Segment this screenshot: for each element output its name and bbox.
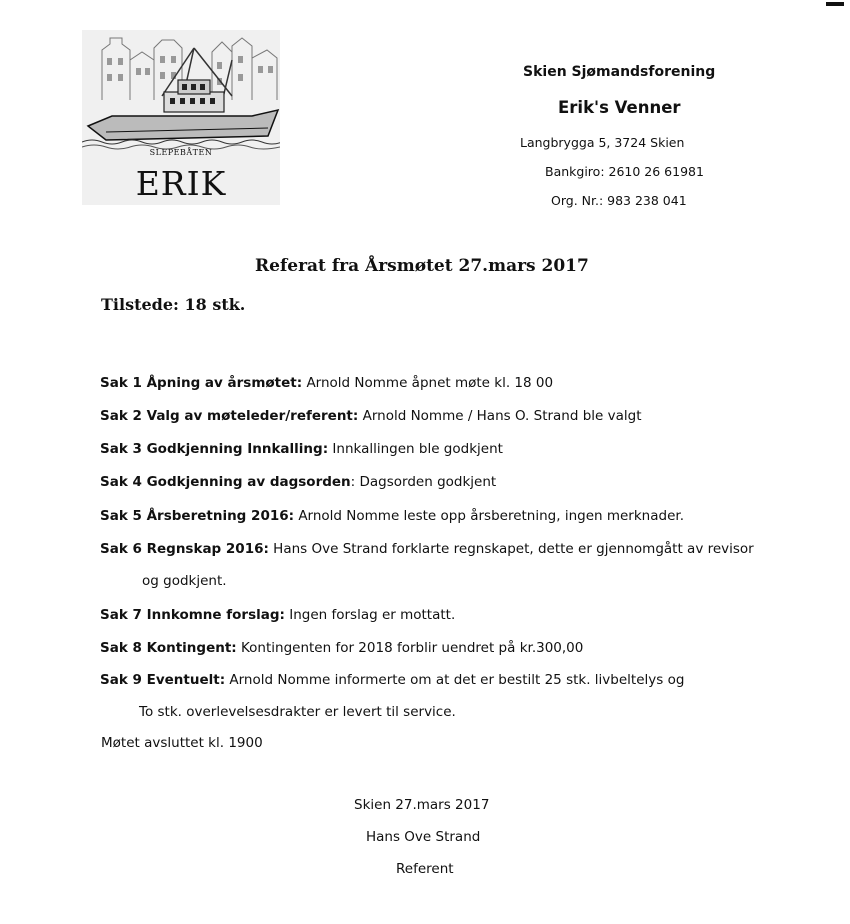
agenda-item bbox=[100, 672, 684, 688]
organization-name: Skien Sjømandsforening bbox=[523, 64, 716, 80]
agenda-item-label: Sak 5 Årsberetning 2016: bbox=[100, 508, 295, 524]
agenda-item-text: Hans Ove Strand forklarte regnskapet, dette er gjennomgått av revisor bbox=[268, 541, 754, 557]
agenda-item bbox=[100, 541, 754, 557]
meeting-closing: Møtet avsluttet kl. 1900 bbox=[101, 735, 263, 751]
agenda-item-label: Sak 9 Eventuelt: bbox=[100, 672, 226, 688]
agenda-item-label: Sak 6 Regnskap 2016: bbox=[100, 541, 269, 557]
agenda-item-text: Dagsorden godkjent bbox=[355, 474, 497, 490]
agenda-item-text: Kontingenten for 2018 forblir uendret på kr.300,00 bbox=[236, 640, 584, 656]
agenda-item-label: Sak 2 Valg av møteleder/referent: bbox=[100, 408, 359, 424]
organization-bank: Bankgiro: 2610 26 61981 bbox=[545, 164, 704, 179]
scan-corner-mark bbox=[826, 2, 844, 6]
organization-address: Langbrygga 5, 3724 Skien bbox=[520, 135, 685, 150]
agenda-item bbox=[100, 375, 553, 391]
agenda-item-label: Sak 4 Godkjenning av dagsorden bbox=[100, 474, 351, 490]
attendance: Tilstede: 18 stk. bbox=[101, 295, 246, 314]
agenda-item-label: Sak 7 Innkomne forslag: bbox=[100, 607, 285, 623]
signature-place-date: Skien 27.mars 2017 bbox=[354, 797, 490, 813]
agenda-item bbox=[100, 441, 503, 457]
agenda-item-text: Arnold Nomme informerte om at det er bestilt 25 stk. livbeltelys og bbox=[225, 672, 685, 688]
agenda-item-text: Ingen forslag er mottatt. bbox=[284, 607, 456, 623]
agenda-item bbox=[100, 474, 496, 490]
agenda-item-text: Arnold Nomme / Hans O. Strand ble valgt bbox=[358, 408, 642, 424]
agenda-item-continuation: og godkjent. bbox=[142, 573, 227, 589]
signature-name: Hans Ove Strand bbox=[366, 829, 481, 845]
signature-role: Referent bbox=[396, 861, 454, 877]
erik-logo bbox=[82, 30, 280, 205]
agenda-item-label: Sak 3 Godkjenning Innkalling: bbox=[100, 441, 329, 457]
agenda-item bbox=[100, 607, 455, 623]
agenda-item-separator: : bbox=[296, 375, 303, 391]
agenda-item-continuation: To stk. overlevelsesdrakter er levert til service. bbox=[139, 704, 456, 720]
logo-title: ERIK bbox=[135, 164, 227, 203]
agenda-item bbox=[100, 640, 583, 656]
organization-group: Erik's Venner bbox=[558, 98, 681, 117]
agenda-item-label: Sak 1 Åpning av årsmøtet bbox=[100, 375, 297, 391]
agenda-item-text: Arnold Nomme åpnet møte kl. 18 00 bbox=[302, 375, 554, 391]
agenda-item-text: Innkallingen ble godkjent bbox=[328, 441, 503, 457]
organization-number: Org. Nr.: 983 238 041 bbox=[551, 193, 687, 208]
agenda-item-label: Sak 8 Kontingent: bbox=[100, 640, 237, 656]
agenda-item-separator: : bbox=[350, 474, 356, 490]
agenda-item-text: Arnold Nomme leste opp årsberetning, ingen merknader. bbox=[294, 508, 684, 524]
agenda-item bbox=[100, 508, 684, 524]
document-title: Referat fra Årsmøtet 27.mars 2017 bbox=[255, 256, 589, 276]
logo-subtitle: SLEPEBÅTEN bbox=[149, 148, 213, 157]
agenda-item bbox=[100, 408, 642, 424]
